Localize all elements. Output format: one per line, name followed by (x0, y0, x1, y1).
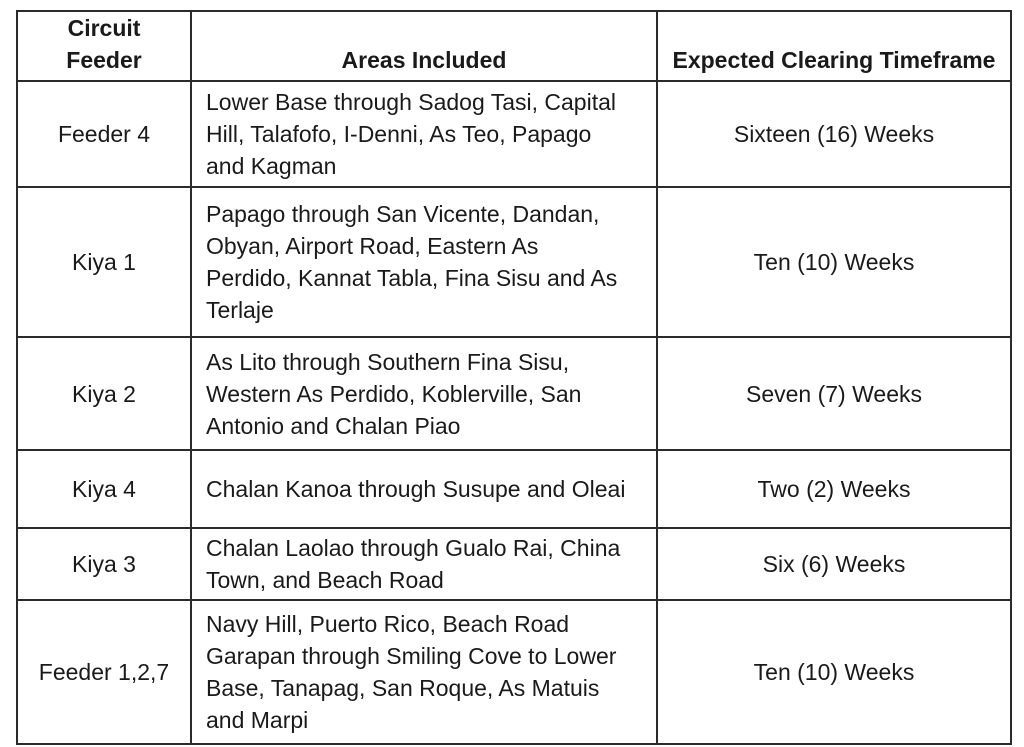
areas-included-cell (191, 450, 657, 528)
areas-line: Hill, Talafofo, I-Denni, As Teo, Papago (206, 121, 592, 147)
areas-line: Terlaje (206, 297, 274, 323)
header-expected-clearing-timeframe: Expected Clearing Timeframe (657, 11, 1011, 81)
header-areas-included: Areas Included (191, 11, 657, 81)
expected-clearing-timeframe-cell: Two (2) Weeks (657, 450, 1011, 528)
expected-clearing-timeframe-cell: Six (6) Weeks (657, 528, 1011, 600)
header-circuit-feeder (17, 11, 191, 81)
table-row (17, 450, 1011, 528)
areas-line: Navy Hill, Puerto Rico, Beach Road (206, 611, 570, 637)
areas-line: As Lito through Southern Fina Sisu, (206, 348, 570, 375)
areas-line: and Kagman (206, 153, 337, 179)
table-body (17, 81, 1011, 744)
circuit-feeder-cell: Kiya 3 (17, 528, 191, 600)
table-row (17, 600, 1011, 744)
circuit-feeder-cell: Kiya 4 (17, 450, 191, 528)
areas-line: Obyan, Airport Road, Eastern As (206, 233, 539, 259)
areas-included-cell (191, 600, 657, 744)
areas-included-cell (191, 187, 657, 337)
circuit-feeder-cell: Feeder 4 (17, 81, 191, 187)
areas-line: Chalan Kanoa through Susupe and Oleai (206, 476, 626, 502)
areas-line: Chalan Laolao through Gualo Rai, China (206, 535, 621, 561)
expected-clearing-timeframe-cell: Sixteen (16) Weeks (657, 81, 1011, 187)
table-row (17, 187, 1011, 337)
expected-clearing-timeframe-cell: Ten (10) Weeks (657, 600, 1011, 744)
table-row (17, 81, 1011, 187)
header-row (17, 11, 1011, 81)
header-circuit-feeder-line1: Circuit (67, 15, 141, 41)
circuit-feeder-cell: Feeder 1,2,7 (17, 600, 191, 744)
clearing-schedule-document (16, 10, 1010, 745)
areas-line: Antonio and Chalan Piao (206, 412, 461, 439)
clearing-schedule-table (16, 10, 1012, 745)
areas-line: Perdido, Kannat Tabla, Fina Sisu and As (206, 265, 618, 291)
areas-line: Base, Tanapag, San Roque, As Matuis (206, 675, 600, 701)
circuit-feeder-cell: Kiya 2 (17, 337, 191, 450)
table-row (17, 337, 1011, 450)
areas-line: Lower Base through Sadog Tasi, Capital (206, 89, 617, 115)
circuit-feeder-cell: Kiya 1 (17, 187, 191, 337)
areas-line: Papago through San Vicente, Dandan, (206, 201, 600, 227)
header-circuit-feeder-line2: Feeder (66, 47, 142, 73)
areas-included-cell (191, 81, 657, 187)
table-row (17, 528, 1011, 600)
expected-clearing-timeframe-cell: Seven (7) Weeks (657, 337, 1011, 450)
areas-included-cell (191, 337, 657, 450)
expected-clearing-timeframe-cell: Ten (10) Weeks (657, 187, 1011, 337)
areas-line: and Marpi (206, 707, 309, 733)
areas-line: Town, and Beach Road (206, 567, 444, 593)
areas-line: Western As Perdido, Koblerville, San (206, 380, 582, 407)
areas-included-cell (191, 528, 657, 600)
areas-line: Garapan through Smiling Cove to Lower (206, 643, 617, 669)
